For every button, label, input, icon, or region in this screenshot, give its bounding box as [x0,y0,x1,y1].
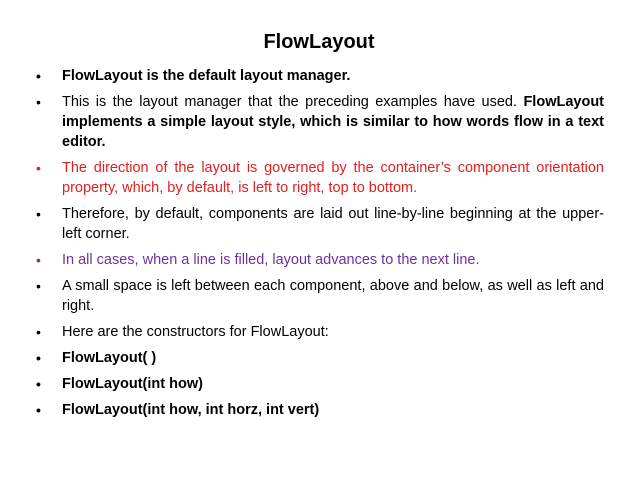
bullet-item [36,158,604,198]
bullet-text-bold: FlowLayout implements a simple layout style, which is similar to how words flow in a text editor. [62,94,605,150]
bullet-dot-icon: • [36,94,41,110]
bullet-item [36,400,604,420]
bullet-item [36,276,604,316]
bullet-text: FlowLayout(int how, int horz, int vert) [62,402,320,418]
bullet-text: FlowLayout( ) [62,350,157,366]
bullet-text: This is the layout manager that the preceding examples have used. [62,94,518,110]
bullet-dot-icon: • [36,278,41,294]
bullet-item [36,204,604,244]
bullet-dot-icon: • [36,376,41,392]
slide-title: FlowLayout [263,31,375,53]
bullet-text: Here are the constructors for FlowLayout: [62,324,329,340]
bullet-item [36,322,604,342]
bullet-item [36,66,604,86]
bullet-dot-icon: • [36,402,41,418]
bullet-list [36,66,604,426]
bullet-item [36,250,604,270]
bullet-item [36,374,604,394]
bullet-item [36,92,604,152]
bullet-dot-icon: • [36,206,41,222]
bullet-text: Therefore, by default, components are laid out line-by-line beginning at the upper-left corner. [62,206,604,242]
bullet-text: FlowLayout is the default layout manager. [62,68,351,84]
bullet-dot-icon: • [36,252,41,268]
bullet-text: A small space is left between each component, above and below, as well as left and right. [62,278,604,314]
bullet-dot-icon: • [36,68,41,84]
bullet-item [36,348,604,368]
bullet-text: FlowLayout(int how) [62,376,203,392]
bullet-dot-icon: • [36,324,41,340]
bullet-text: The direction of the layout is governed by the container’s component orientation property, which, by default, is left to right, top to bottom. [62,160,604,196]
bullet-dot-icon: • [36,160,41,176]
bullet-text: In all cases, when a line is filled, layout advances to the next line. [62,252,480,268]
bullet-dot-icon: • [36,350,41,366]
